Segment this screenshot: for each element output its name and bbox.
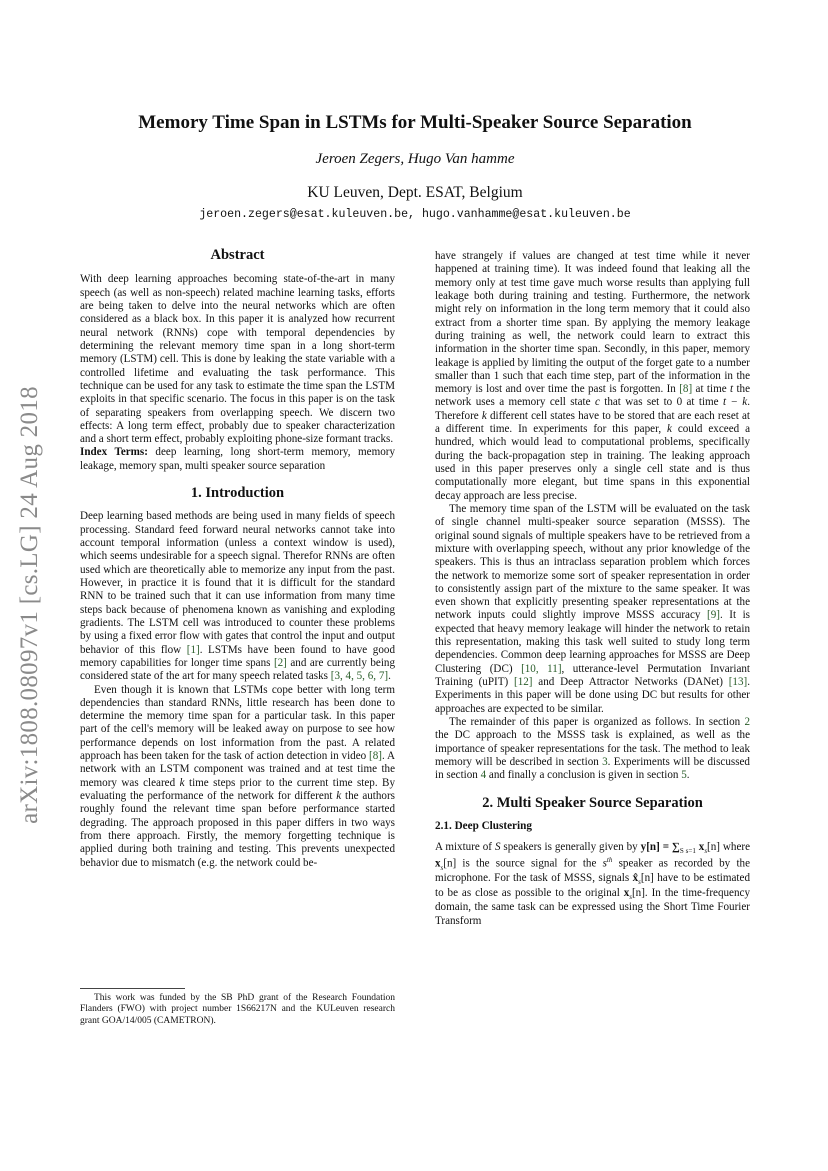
math-sub: s <box>704 847 708 856</box>
math-var: k <box>667 423 672 436</box>
citation-link[interactable]: [3, 4, 5, 6, 7] <box>330 670 389 683</box>
text-run: A mixture of <box>435 841 495 854</box>
text-run: could exceed a hundred, which would lead to computational problems, specifically during the back-propagation step in training. The leaking approach used in this paper preserves only a single cell state and is thus computationally more elegant, but time spans in this exponential decay approach are less precise. <box>435 423 750 502</box>
text-run: and are currently being considered state of the art for many speech related tasks <box>80 656 395 683</box>
abstract-heading: Abstract <box>210 247 265 263</box>
funding-footnote: This work was funded by the SB PhD grant of the Research Foundation Flanders (FWO) with project number 1S66217N and the KULeuven research grant GOA/14/005 (CAMETRON). <box>80 993 395 1026</box>
math-var: S <box>494 841 501 854</box>
text-run: , utterance-level Permutation Invariant Training (uPIT) <box>435 662 750 688</box>
right-paragraph-1 <box>435 250 750 503</box>
math-var: k <box>481 409 487 422</box>
math-sub: s <box>629 893 632 902</box>
math-idx: [n] <box>631 886 645 899</box>
index-terms-label: Index Terms: <box>80 446 148 459</box>
left-column <box>80 247 395 870</box>
text-run: that was set to 0 at time <box>599 396 723 409</box>
math-var: c <box>594 396 600 409</box>
paper-authors: Jeroen Zegers, Hugo Van hamme <box>315 151 515 167</box>
index-terms-text: deep learning, long short-term memory, memory leakage, memory span, multi speaker source separation <box>80 446 395 472</box>
index-terms <box>80 446 395 473</box>
citation-link[interactable]: [9] <box>707 609 720 622</box>
math-idx: [n] <box>707 841 720 854</box>
text-run: . LSTMs have been found to have good memory capabilities for longer time spans <box>80 643 395 669</box>
math-idx: [n] <box>640 872 654 885</box>
text-run: . A network with an LSTM component was trained and at test time the memory was cleared <box>80 750 395 789</box>
intro-heading: 1. Introduction <box>190 485 285 502</box>
section-2-heading: 2. Multi Speaker Source Separation <box>482 794 703 811</box>
math-var: k <box>179 776 185 789</box>
arxiv-sidebar-stamp <box>10 360 50 850</box>
citation-link[interactable]: [1] <box>186 643 200 656</box>
math-vec: y[n] = ∑ <box>640 841 680 854</box>
math-sub: s <box>638 878 641 887</box>
footnote <box>80 993 395 1027</box>
text-run: . It is expected that heavy memory leakage will hinder the network to retain this representation, making this task well suited to study long term dependencies. Common deep learning approaches for MSSS are Deep Clustering (DC) <box>435 609 751 675</box>
math-expr <box>640 841 720 856</box>
citation-link[interactable]: [12] <box>514 676 533 688</box>
text-run: and Deep Attractor Networks (DANet) <box>532 676 729 688</box>
citation-link[interactable]: [10, 11] <box>521 662 562 675</box>
text-run: . <box>686 769 690 782</box>
abstract-text: With deep learning approaches becoming state-of-the-art in many speech (as well as non-speech) related machine learning tasks, efforts are being taken to delve into the neural networks which are often considered as a black box. In this paper it is analyzed how recurrent neural network (RNNs) cope with temporal dependencies by determining the relevant memory time span in a long short-term memory (LSTM) cell. This is done by leaking the state variable with a controlled lifetime and evaluating the task performance. This technique can be used for any task to estimate the time span the LSTM exploits in that specific scenario. The focus in this paper is on the task of separating speakers from overlapping speech. We discern two effects: A long term effect, probably due to speaker characterization and a short term effect, probably exploiting phone-size formant tracks. <box>80 273 395 446</box>
text-run: is the source signal for the <box>456 857 603 870</box>
paper-affiliation: KU Leuven, Dept. ESAT, Belgium <box>307 184 523 201</box>
math-idx: [n] <box>443 857 457 870</box>
text-run: have to be estimated to be as close as possible to the original <box>435 872 750 899</box>
citation-link[interactable]: [2] <box>273 656 287 669</box>
text-run: The memory time span of the LSTM will be evaluated on the task of single channel multi-speaker source separation (MSSS). The original sound signals of multiple speakers have to be retrieved from a mixture with overlapping speech, without any prior knowledge of the speakers. This is thus an intraclass separation problem which forces the network to memorize some sort of speaker representation in order to consistently assign part of the mixture to the same speaker. It was even shown that explicitly presenting speaker representations at the network inputs could slightly improve MSSS accuracy <box>435 502 750 622</box>
math-sup: th <box>606 855 613 864</box>
math-var: t <box>730 383 734 396</box>
right-paragraph-4 <box>435 841 750 928</box>
paper-title: Memory Time Span in LSTMs for Multi-Speaker Source Separation <box>138 112 692 133</box>
right-column <box>435 250 750 928</box>
intro-paragraph-1 <box>80 510 395 683</box>
intro-paragraph-2 <box>80 684 395 870</box>
text-run: the network uses a memory cell state <box>435 383 751 409</box>
text-run: time steps prior to the current time step. By evaluating the performance of the network for different <box>80 776 395 803</box>
paper-header <box>80 112 750 221</box>
math-sub: S s=1 <box>679 847 696 856</box>
text-run: the DC approach to the MSSS task is explained, as well as the importance of speaker representations for the task. The method to leak memory will be described in section <box>435 729 750 768</box>
section-link[interactable]: 2 <box>744 715 750 728</box>
section-link[interactable]: 3 <box>602 755 608 768</box>
citation-link[interactable]: [13] <box>728 676 748 688</box>
citation-link[interactable]: [8] <box>369 750 382 763</box>
citation-link[interactable]: [8] <box>679 383 693 396</box>
paper-emails: jeroen.zegers@esat.kuleuven.be, hugo.vanhamme@esat.kuleuven.be <box>199 208 631 221</box>
text-run: where <box>719 841 751 854</box>
text-run: . Therefore <box>435 396 750 422</box>
arxiv-id: arXiv:1808.08097v1 [cs.LG] 24 Aug 2018 <box>16 386 43 824</box>
math-expr: t − k <box>722 396 748 409</box>
section-link[interactable]: 5 <box>681 769 687 782</box>
math-vec: x <box>435 857 441 870</box>
text-run: Even though it is known that LSTMs cope better with long term dependencies than standard RNNs, little research has been done to determine the memory time span for a particular task. In this paper part of the cell's memory will be leaked away on purpose to see how performance depends on lost information from the past. A related approach has been taken for the task of action detection in video <box>80 683 395 763</box>
text-run: . Experiments will be discussed in section <box>435 755 750 782</box>
math-var: s <box>602 857 607 870</box>
math-vec: x̂ <box>632 872 639 885</box>
text-run: different cell states have to be stored that are each reset at a different time. In experiments for this paper, <box>435 409 750 436</box>
text-run: and finally a conclusion is given in section <box>486 769 682 782</box>
section-link[interactable]: 4 <box>480 769 487 782</box>
footnote-rule <box>80 988 185 989</box>
right-paragraph-3 <box>435 716 750 783</box>
math-sub: s <box>440 863 444 872</box>
text-run: the authors roughly found the relevant time span before performance started degrading. The approach proposed in this paper differs in two ways from there approach. Firstly, the memory forgetting technique is applied during both training and testing. This prevents unexpected behavior due to mismatch (e.g. the network could be- <box>80 790 395 869</box>
text-run: . <box>388 670 391 683</box>
math-var: k <box>336 790 342 803</box>
text-run: speaker as recorded by the microphone. For the task of MSSS, signals <box>435 857 750 885</box>
text-run: Deep learning based methods are being used in many fields of speech processing. Standard feed forward neural networks cannot take into account temporal information (unless a context window is used), which seems undesirable for a speech signal. Therefor RNNs are often used which are theoretically able to memorize any input from the past. However, in practice it is found that it is difficult for the standard RNN to be trained such that it can use information from many time steps back because of phenomena known as vanishing and exploding gradients. The LSTM cell was introduced to counter these problems by using a fixed error flow with gates that control the input and output behavior of this flow <box>80 510 395 656</box>
text-run: The remainder of this paper is organized as follows. In section <box>449 715 745 728</box>
text-run: . In the time-frequency domain, the same task can be expressed using the Short Time Fourier Transform <box>435 886 751 927</box>
text-run: . Experiments in this paper will be done using DC but results for other approaches are expected to be similar. <box>435 676 750 715</box>
text-run: speakers is generally given by <box>500 841 641 854</box>
section-2-1-heading: 2.1. Deep Clustering <box>435 819 532 832</box>
right-paragraph-2 <box>435 503 750 716</box>
text-run: have strangely if values are changed at test time while it never happened at training time). It was indeed found that leaking all the memory only at test time gave much worse results than applying full leakage both during training and testing. Furthermore, the network might rely on information in the long term memory that it could also extract from a shorter time span. By applying the memory leakage during training as well, the network could learn to extract this information in the shorter time span. Secondly, in this paper, memory leakage is applied by limiting the output of the forget gate to a number smaller than 1 such that each time step, part of the information in the memory is lost and over time the past is forgotten. In <box>435 250 750 396</box>
text-run: at time <box>692 383 730 396</box>
math-vec: x <box>623 886 630 899</box>
math-vec: x <box>695 841 705 854</box>
